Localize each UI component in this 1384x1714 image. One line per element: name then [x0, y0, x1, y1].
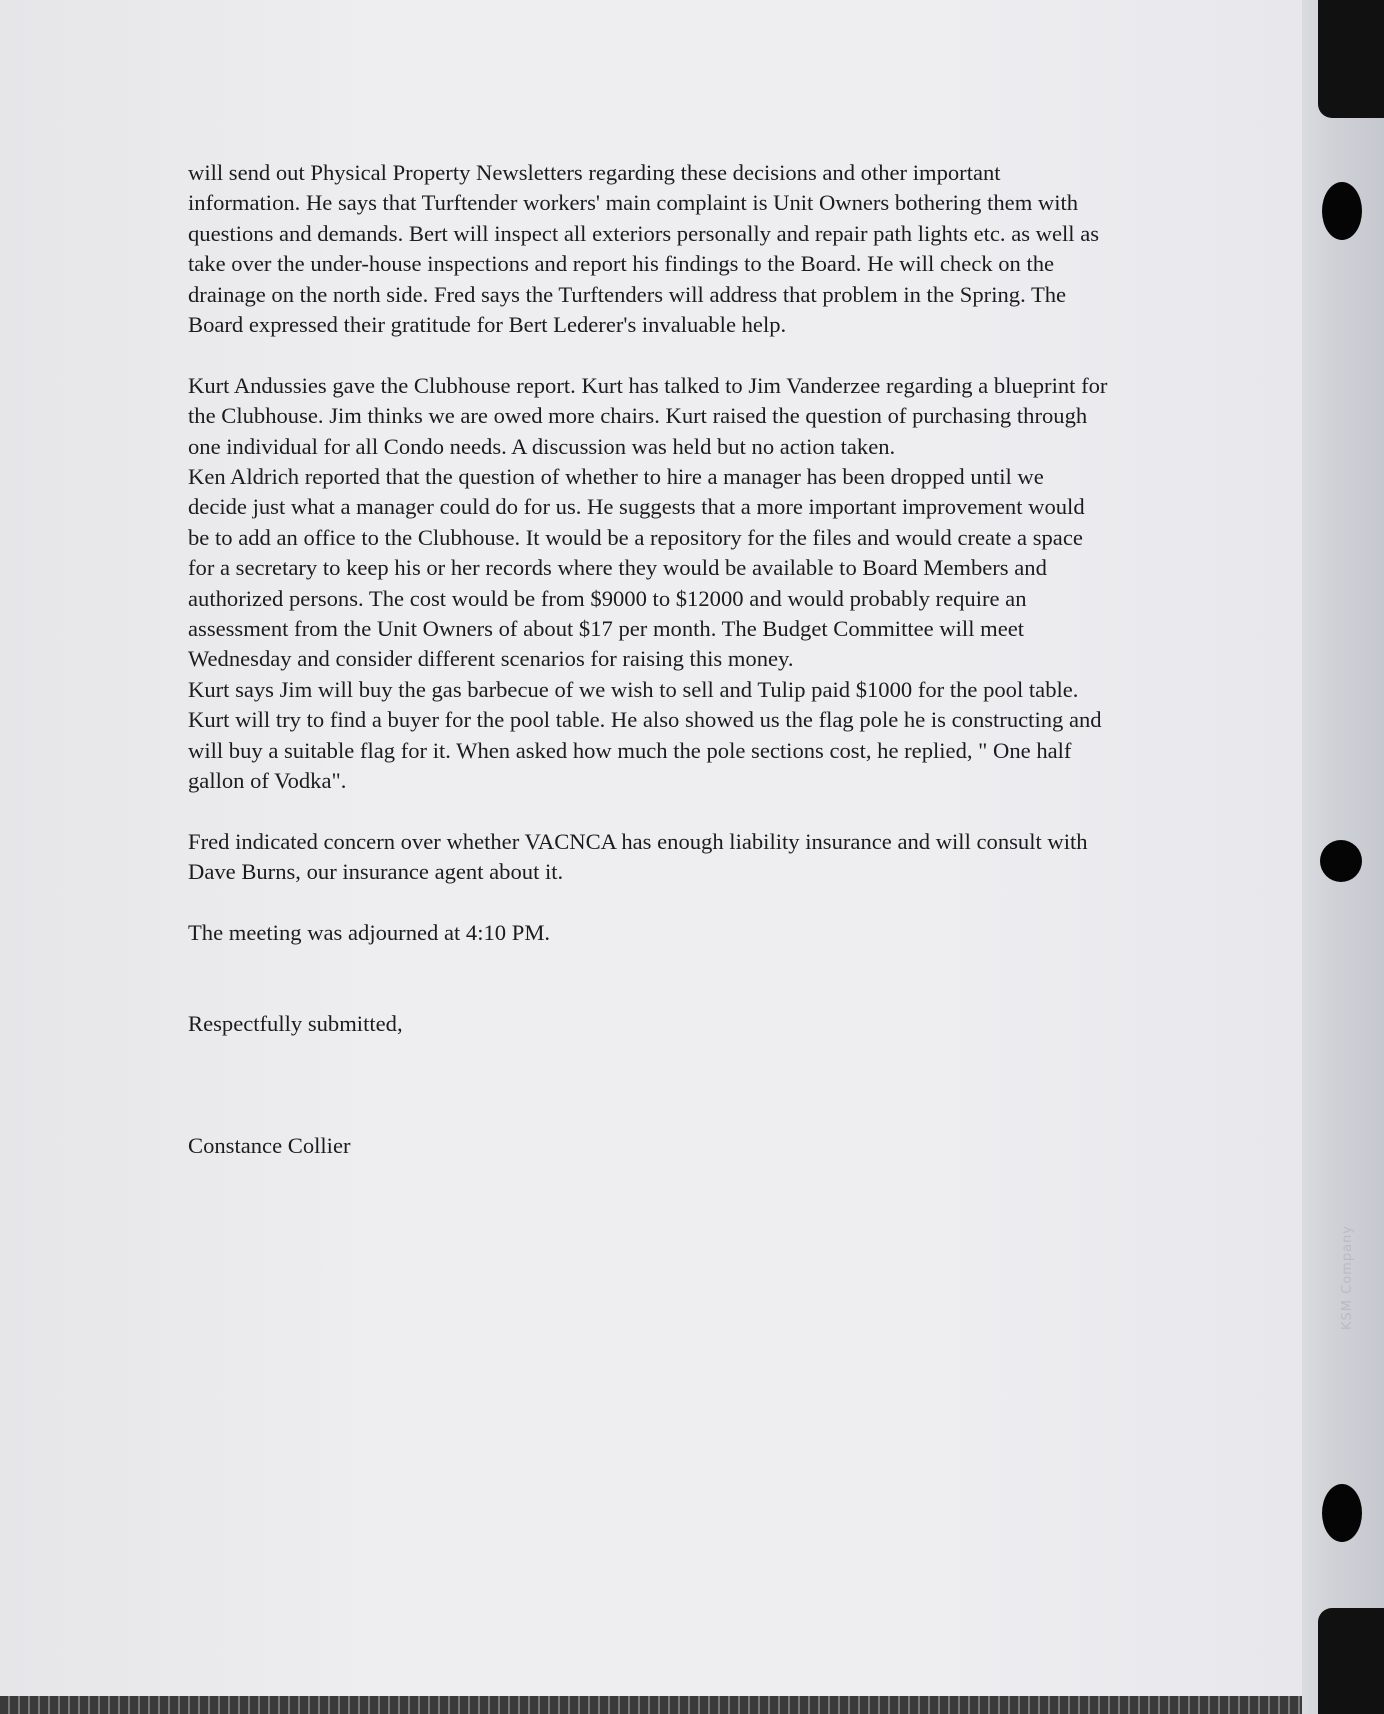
paragraph-adjournment: The meeting was adjourned at 4:10 PM.: [188, 920, 551, 946]
binder-bottom-edge: [0, 1696, 1302, 1714]
paragraph-property-report: will send out Physical Property Newsletters regarding these decisions and other important information. He says that Turftender workers' main complaint is Unit Owners bothering them with questions and demands. Bert will inspect all exteriors personally and repair path lights etc. as well as take over the under-house inspections and report his findings to the Board. He will check on the drainage on the north side. Fred says the Turftenders will address that problem in the Spring. The Board expressed their gratitude for Bert Lederer's invaluable help.: [188, 160, 1100, 338]
binder-tab-top: [1318, 0, 1384, 118]
paragraph-barbecue-pool-table: Kurt says Jim will buy the gas barbecue of we wish to sell and Tulip paid $1000 for the pool table. Kurt will try to find a buyer for the pool table. He also showed us the flag pole he is constructing and will buy a suitable flag for it. When asked how much the pole sections cost, he replied, " One half gallon of Vodka".: [188, 676, 1102, 794]
closing-line: Respectfully submitted,: [188, 1010, 403, 1036]
punch-hole-bottom: [1322, 1484, 1362, 1542]
sleeve-brand-text: KSM Company: [1340, 1225, 1355, 1330]
binder-tab-bottom: [1318, 1608, 1384, 1714]
document-body: [188, 158, 1108, 1161]
paragraph-insurance: Fred indicated concern over whether VACNCA has enough liability insurance and will consult with Dave Burns, our insurance agent about it.: [188, 828, 1088, 885]
paragraph-manager-report: Ken Aldrich reported that the question of whether to hire a manager has been dropped until we decide just what a manager could do for us. He suggests that a more important improvement would be to add an office to the Clubhouse. It would be a repository for the files and would create a space for a secretary to keep his or her records where they would be available to Board Members and authorized persons. The cost would be from $9000 to $12000 and would probably require an assessment from the Unit Owners of about $17 per month. The Budget Committee will meet Wednesday and consider different scenarios for raising this money.: [188, 464, 1085, 672]
punch-hole-middle: [1320, 840, 1362, 882]
signature-name: Constance Collier: [188, 1132, 351, 1158]
paragraph-clubhouse-report: Kurt Andussies gave the Clubhouse report. Kurt has talked to Jim Vanderzee regarding a blueprint for the Clubhouse. Jim thinks we are owed more chairs. Kurt raised the question of purchasing through one individual for all Condo needs. A discussion was held but no action taken.: [188, 372, 1108, 459]
punch-hole-top: [1322, 182, 1362, 240]
